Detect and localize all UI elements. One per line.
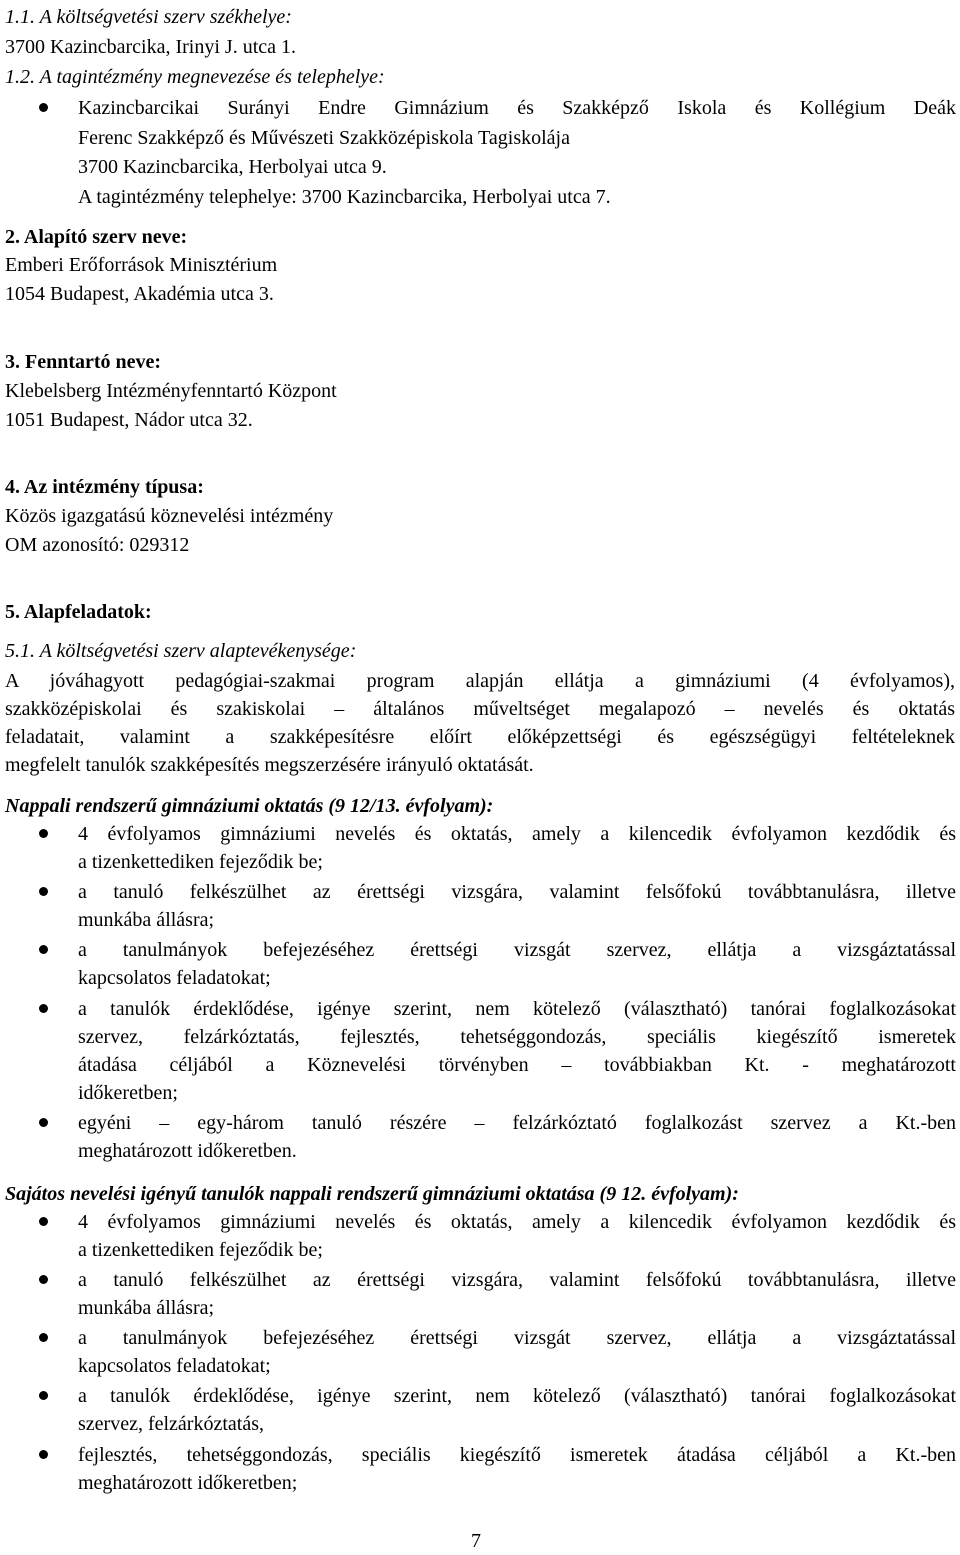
sajatos-heading: Sajátos nevelési igényű tanulók nappali rendszerű gimnáziumi oktatása (9 12. évfolyam): xyxy=(5,1183,739,1205)
bullet-icon xyxy=(39,1275,48,1284)
section-4-om-id: OM azonosító: 029312 xyxy=(5,534,190,556)
nappali-item-4-line-1: a tanulók érdeklődése, igénye szerint, nem kötelező (választható) tanórai foglalkozásokat xyxy=(78,998,956,1020)
nappali-item-4-line-2: szervez, felzárkóztatás, fejlesztés, tehetséggondozás, speciális kiegészítő ismeretek xyxy=(78,1026,956,1048)
bullet-icon xyxy=(39,1450,48,1459)
sajatos-item-2-line-1: a tanuló felkészülhet az érettségi vizsgára, valamint felsőfokú továbbtanulásra, illetve xyxy=(78,1269,956,1291)
bullet-icon xyxy=(39,1118,48,1127)
bullet-icon xyxy=(39,829,48,838)
section-5-1-line-1: A jóváhagyott pedagógiai-szakmai program alapján ellátja a gimnáziumi (4 évfolyamos), xyxy=(5,670,955,692)
nappali-item-2-line-1: a tanuló felkészülhet az érettségi vizsgára, valamint felsőfokú továbbtanulásra, illetve xyxy=(78,881,956,903)
sajatos-item-4-line-2: szervez, felzárkóztatás, xyxy=(78,1413,264,1435)
bullet-icon xyxy=(39,945,48,954)
nappali-item-1-line-1: 4 évfolyamos gimnáziumi nevelés és oktatás, amely a kilencedik évfolyamon kezdődik és xyxy=(78,823,956,845)
sajatos-item-1-line-2: a tizenkettediken fejeződik be; xyxy=(78,1239,323,1261)
nappali-item-1-line-2: a tizenkettediken fejeződik be; xyxy=(78,851,323,873)
section-1-2-site: A tagintézmény telephelye: 3700 Kazincbarcika, Herbolyai utca 7. xyxy=(78,186,611,208)
section-5-1-line-2: szakközépiskolai és szakiskolai – általános műveltséget megalapozó – nevelés és oktatás xyxy=(5,698,955,720)
bullet-icon xyxy=(39,1391,48,1400)
nappali-item-3-line-1: a tanulmányok befejezéséhez érettségi vizsgát szervez, ellátja a vizsgáztatással xyxy=(78,939,956,961)
section-1-1-heading: 1.1. A költségvetési szerv székhelye: xyxy=(5,6,292,28)
section-1-2-line-1: Kazincbarcikai Surányi Endre Gimnázium és Szakképző Iskola és Kollégium Deák xyxy=(78,97,956,119)
section-3-name: Klebelsberg Intézményfenntartó Központ xyxy=(5,380,337,402)
section-1-1-address: 3700 Kazincbarcika, Irinyi J. utca 1. xyxy=(5,36,297,58)
section-5-heading: 5. Alapfeladatok: xyxy=(5,601,152,623)
sajatos-item-5-line-1: fejlesztés, tehetséggondozás, speciális kiegészítő ismeretek átadása céljából a Kt.-ben xyxy=(78,1444,956,1466)
section-1-2-line-2: Ferenc Szakképző és Művészeti Szakközépiskola Tagiskolája xyxy=(78,127,570,149)
section-5-1-line-4: megfelelt tanulók szakképesítés megszerzésére irányuló oktatását. xyxy=(5,754,534,776)
nappali-heading: Nappali rendszerű gimnáziumi oktatás (9 12/13. évfolyam): xyxy=(5,795,494,817)
section-3-address: 1051 Budapest, Nádor utca 32. xyxy=(5,409,253,431)
nappali-item-2-line-2: munkába állásra; xyxy=(78,909,215,931)
sajatos-item-1-line-1: 4 évfolyamos gimnáziumi nevelés és oktatás, amely a kilencedik évfolyamon kezdődik és xyxy=(78,1211,956,1233)
bullet-icon xyxy=(39,1217,48,1226)
nappali-item-5-line-2: meghatározott időkeretben. xyxy=(78,1140,297,1162)
bullet-icon xyxy=(39,887,48,896)
bullet-icon xyxy=(39,103,48,112)
section-1-2-line-3: 3700 Kazincbarcika, Herbolyai utca 9. xyxy=(78,156,387,178)
section-5-1-heading: 5.1. A költségvetési szerv alaptevékenysége: xyxy=(5,640,357,662)
sajatos-item-5-line-2: meghatározott időkeretben; xyxy=(78,1472,298,1494)
section-2-heading: 2. Alapító szerv neve: xyxy=(5,226,188,248)
section-1-2-heading: 1.2. A tagintézmény megnevezése és telephelye: xyxy=(5,66,385,88)
sajatos-item-2-line-2: munkába állásra; xyxy=(78,1297,215,1319)
sajatos-item-3-line-2: kapcsolatos feladatokat; xyxy=(78,1355,271,1377)
bullet-icon xyxy=(39,1004,48,1013)
section-4-type: Közös igazgatású köznevelési intézmény xyxy=(5,505,334,527)
section-4-heading: 4. Az intézmény típusa: xyxy=(5,476,204,498)
page-number: 7 xyxy=(471,1530,481,1552)
nappali-item-4-line-3: átadása céljából a Köznevelési törvényben – továbbiakban Kt. - meghatározott xyxy=(78,1054,956,1076)
section-3-heading: 3. Fenntartó neve: xyxy=(5,351,162,373)
sajatos-item-3-line-1: a tanulmányok befejezéséhez érettségi vizsgát szervez, ellátja a vizsgáztatással xyxy=(78,1327,956,1349)
section-2-name: Emberi Erőforrások Minisztérium xyxy=(5,254,278,276)
nappali-item-5-line-1: egyéni – egy-három tanuló részére – felzárkóztató foglalkozást szervez a Kt.-ben xyxy=(78,1112,956,1134)
bullet-icon xyxy=(39,1333,48,1342)
nappali-item-3-line-2: kapcsolatos feladatokat; xyxy=(78,967,271,989)
section-2-address: 1054 Budapest, Akadémia utca 3. xyxy=(5,283,274,305)
section-5-1-line-3: feladatait, valamint a szakképesítésre előírt előképzettségi és egészségügyi feltételeknek xyxy=(5,726,955,748)
nappali-item-4-line-4: időkeretben; xyxy=(78,1082,178,1104)
sajatos-item-4-line-1: a tanulók érdeklődése, igénye szerint, nem kötelező (választható) tanórai foglalkozásokat xyxy=(78,1385,956,1407)
